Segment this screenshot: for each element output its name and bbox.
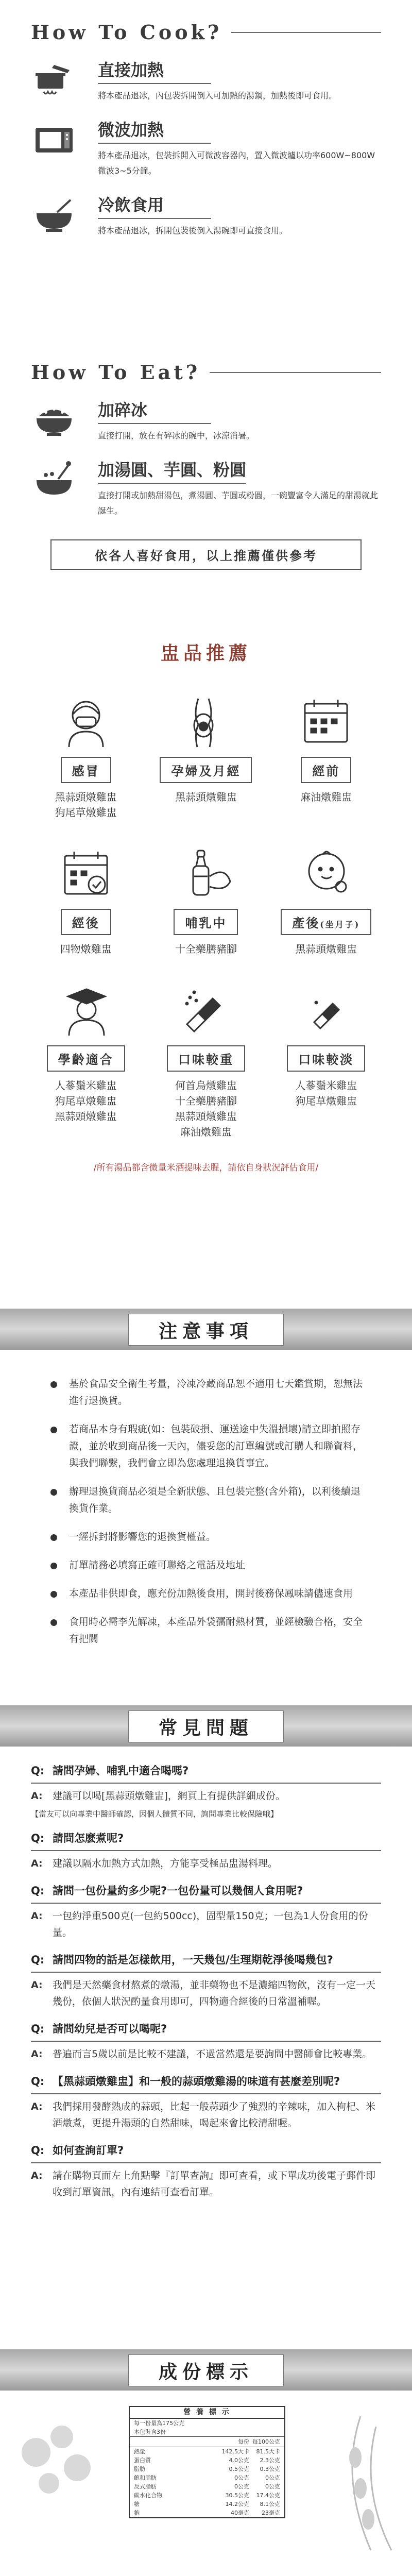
recommend-item <box>271 843 381 957</box>
salt-shaker-icon <box>173 979 239 1041</box>
title-divider <box>231 32 381 33</box>
cook-method-desc: 將本產品退冰，拆開包裝後倒入湯碗即可直接食用。 <box>98 226 288 235</box>
nutrition-row: 熱量 142.5大卡 81.5大卡 <box>134 2448 280 2455</box>
recommend-item <box>31 843 141 957</box>
recommend-item <box>151 843 261 957</box>
nutrition-table <box>129 2406 285 2518</box>
how-to-eat-section <box>31 361 381 570</box>
cook-method-desc: 將本產品退冰，包裝拆開入可微波容器內，置入微波爐以功率600W~800W微波3~5分鐘。 <box>98 150 375 176</box>
cook-method-title: 微波加熱 <box>98 117 211 144</box>
faq-answer: A: 普遍而言5歲以前是比較不建議，不過當然還是要詢問中醫師會比較專業。 <box>31 2048 372 2060</box>
mask-person-icon <box>53 691 119 753</box>
nutrition-row: 碳水化合物 30.5公克 17.4公克 <box>134 2492 280 2499</box>
cook-method-direct <box>31 57 381 104</box>
nutrition-row: 飽和脂肪 0公克 0公克 <box>134 2475 280 2481</box>
attention-item: 本產品非供即食，應充份加熱後食用，開封後務保鳳味請儘速食用 <box>46 1585 366 1602</box>
nutrition-section <box>0 2396 412 2576</box>
attention-section <box>46 1376 366 1659</box>
recommend-item <box>271 979 381 1140</box>
pot-icon <box>31 57 77 104</box>
faq-item <box>31 2142 381 2200</box>
eat-method-title: 加碎冰 <box>98 397 211 424</box>
nutrition-title: 成份標示 <box>128 2354 284 2386</box>
serving-size: 每一份量為175公克 <box>134 2420 184 2427</box>
breastfeeding-icon <box>173 843 239 905</box>
nutrition-row: 脂肪 0.5公克 0.3公克 <box>134 2466 280 2472</box>
recommend-label: 感冒 <box>61 757 111 783</box>
recommend-item <box>151 979 261 1140</box>
cook-method-desc: 將本產品退冰，內包裝拆開倒入可加熱的湯鍋，加熱後即可食用。 <box>98 91 337 100</box>
how-to-cook-title: How To Cook? <box>31 21 222 44</box>
cook-method-title: 直接加熱 <box>98 57 211 84</box>
calendar-icon <box>293 691 359 753</box>
dumpling-bowl-icon <box>31 457 77 503</box>
recommend-label: 學齡適合 <box>47 1045 125 1072</box>
recommend-label: 口味較淡 <box>287 1045 365 1072</box>
recommend-soups: 黑蒜頭燉雞盅 <box>295 943 357 955</box>
eat-method-desc: 直接打開或加熱甜湯包，煮湯圓、芋圓或粉圓，一碗豐富令人滿足的甜湯就此誕生。 <box>98 490 379 516</box>
attention-item: 若商品本身有瑕疵(如：包裝破損、運送途中失溫損壞)請立即拍照存證，並於收到商品後一天內，儘妥您的訂單編號或訂購人和聯資料，與我們聯繫，我們會立即為您處理退換貨事宜。 <box>46 1421 366 1472</box>
attention-list <box>46 1376 366 1648</box>
pregnant-icon <box>173 691 239 753</box>
recommend-soups: 何首烏燉雞盅 十全藥膳豬腳 黑蒜頭燉雞盅 麻油燉雞盅 <box>175 1079 237 1138</box>
servings-per-pack: 本包裝含3份 <box>130 2428 284 2437</box>
nutrition-row: 糖 14.2公克 8.1公克 <box>134 2501 280 2507</box>
bowl-icon <box>31 192 77 239</box>
faq-answer: A: 建議可以喝[黑蒜頭燉雞盅]，網頁上有提供詳細成份。 <box>31 1790 285 1802</box>
nutrition-row: 反式脂肪 0公克 0公克 <box>134 2483 280 2490</box>
recommend-label: 產後(坐月子) <box>281 909 371 935</box>
attention-item: 基於食品安全衛生考量，冷凍冷藏商品恕不適用七天鑑賞期，恕無法進行退換貨。 <box>46 1376 366 1410</box>
recommend-soups: 四物燉雞盅 <box>60 943 112 955</box>
faq-section <box>31 1762 381 2211</box>
salt-light-icon <box>293 979 359 1041</box>
recommend-section <box>31 639 381 1173</box>
faq-item <box>31 1829 381 1872</box>
student-icon <box>53 979 119 1041</box>
nutrition-row: 蛋白質 4.0公克 2.3公克 <box>134 2457 280 2464</box>
faq-answer: A: 我們是天然藥食材熬煮的燉湯，並非藥物也不是濃縮四物飲，沒有一定一天幾份，依個人狀況酌量食用即可，四物適合經後的日常溫補喔。 <box>31 1979 376 2007</box>
faq-answer: A: 請在購物頁面左上角點擊『訂單查詢』即可查看，或下單成功後電子郵件即收到訂單資訊，內有連結可查看訂單。 <box>31 2170 376 2198</box>
faq-item <box>31 1951 381 2010</box>
faq-question: Q: 請問一包份量約多少呢?一包份量可以幾個人食用呢? <box>31 1882 381 1904</box>
recommend-item <box>31 691 141 820</box>
recommend-item <box>271 691 381 820</box>
nutrition-table-header: 每份 每100公克 <box>130 2437 284 2447</box>
recommend-label: 經前 <box>301 757 351 783</box>
nutrition-row: 鈉 40毫克 23毫克 <box>134 2510 280 2516</box>
calendar-check-icon <box>53 843 119 905</box>
eat-method-title: 加湯圓、芋圓、粉圓 <box>98 457 246 484</box>
faq-item <box>31 1762 381 1819</box>
recommend-label: 口味較重 <box>167 1045 245 1072</box>
microwave-icon <box>31 117 77 163</box>
eat-method-ice <box>31 397 381 444</box>
cook-method-microwave <box>31 117 381 179</box>
attention-item: 食用時必需李先解凍，本產品外袋孺耐熱材質，並經檢驗合格，安全有把關 <box>46 1614 366 1648</box>
how-to-cook-title-row <box>31 21 381 44</box>
recommend-soups: 麻油燉雞盅 <box>300 791 352 803</box>
attention-title: 注意事項 <box>128 1314 284 1346</box>
recommend-item <box>151 691 261 820</box>
shaved-ice-icon <box>31 397 77 444</box>
faq-item <box>31 2020 381 2062</box>
how-to-eat-title: How To Eat? <box>31 361 201 384</box>
faq-question: Q: 請問四物的話是怎樣飲用，一天幾包/生理期乾淨後喝幾包? <box>31 1951 381 1973</box>
faq-item <box>31 1882 381 1941</box>
faq-question: Q: 如何查詢訂單? <box>31 2142 381 2163</box>
attention-item: 訂單請務必填寫正確可聯絡之電話及地址 <box>46 1557 366 1574</box>
recommend-soups: 人蔘鬚米雞盅 狗尾草燉雞盅 黑蒜頭燉雞盅 <box>55 1079 117 1123</box>
recommend-label: 孕婦及月經 <box>160 757 252 783</box>
eat-method-dumpling <box>31 457 381 519</box>
recommend-title: 盅品推薦 <box>160 642 251 664</box>
faq-answer: A: 建議以隔水加熱方式加熱，方能享受極品盅湯料理。 <box>31 1858 278 1869</box>
recommend-soups: 黑蒜頭燉雞盅 狗尾草燉雞盅 <box>55 791 117 819</box>
nutrition-banner <box>0 2349 412 2391</box>
faq-question: Q: 請問孕婦、哺乳中適合喝嗎? <box>31 1762 381 1784</box>
attention-item: 辦理退換貨商品必須是全新狀態、且包裝完整(含外箱)，以利後續退換貨作業。 <box>46 1483 366 1517</box>
recommend-soups: 黑蒜頭燉雞盅 <box>175 791 237 803</box>
cook-method-title: 冷飲食用 <box>98 192 211 219</box>
faq-tip: 【當友可以向專業中醫師確認，因個人體質不同，詢問專業比較保險哦】 <box>31 1809 279 1819</box>
recommend-grid <box>31 691 381 1140</box>
how-to-eat-title-row <box>31 361 381 384</box>
faq-title: 常見問題 <box>128 1710 284 1742</box>
nutrition-table-title: 營 養 標 示 <box>130 2407 284 2419</box>
recommend-footnote: /所有湯品都含微量米酒提味去腥，請依自身狀況評估食用/ <box>93 1163 319 1173</box>
how-to-cook-section <box>31 21 381 239</box>
eat-method-desc: 直接打開，放在有碎冰的碗中，冰涼消暑。 <box>98 431 255 440</box>
cook-method-cold <box>31 192 381 239</box>
faq-question: Q: 【黑蒜頭燉雞盅】和一般的蒜頭燉雞湯的味道有甚麼差別呢? <box>31 2073 381 2094</box>
recommend-label: 哺乳中 <box>174 909 238 935</box>
faq-banner <box>0 1705 412 1747</box>
eat-note: 依各人喜好食用，以上推薦僅供參考 <box>50 539 362 570</box>
recommend-soups: 十全藥膳豬腳 <box>175 943 237 955</box>
attention-banner <box>0 1309 412 1350</box>
attention-item: 一經拆封將影響您的退換貨權益。 <box>46 1529 366 1546</box>
faq-question: Q: 請問幼兒是否可以喝呢? <box>31 2020 381 2042</box>
faq-question: Q: 請問怎麽煮呢? <box>31 1829 381 1851</box>
faq-item <box>31 2073 381 2131</box>
recommend-item <box>31 979 141 1140</box>
baby-icon <box>293 843 359 905</box>
recommend-soups: 人蔘鬚米雞盅 狗尾草燉雞盅 <box>295 1079 357 1107</box>
faq-answer: A: 一包約淨重500克(一包約500cc)，固型量150克；一包為1人份食用的份量。 <box>31 1910 368 1938</box>
faq-answer: A: 我們採用發酵熟成的蒜頭，比起一般蒜頭少了強烈的辛辣味，加入枸杞、米酒燉煮，更提升湯頭的自然甜味，喝起來會比較清甜喔。 <box>31 2101 376 2129</box>
title-divider <box>210 372 381 373</box>
recommend-label: 經後 <box>61 909 111 935</box>
